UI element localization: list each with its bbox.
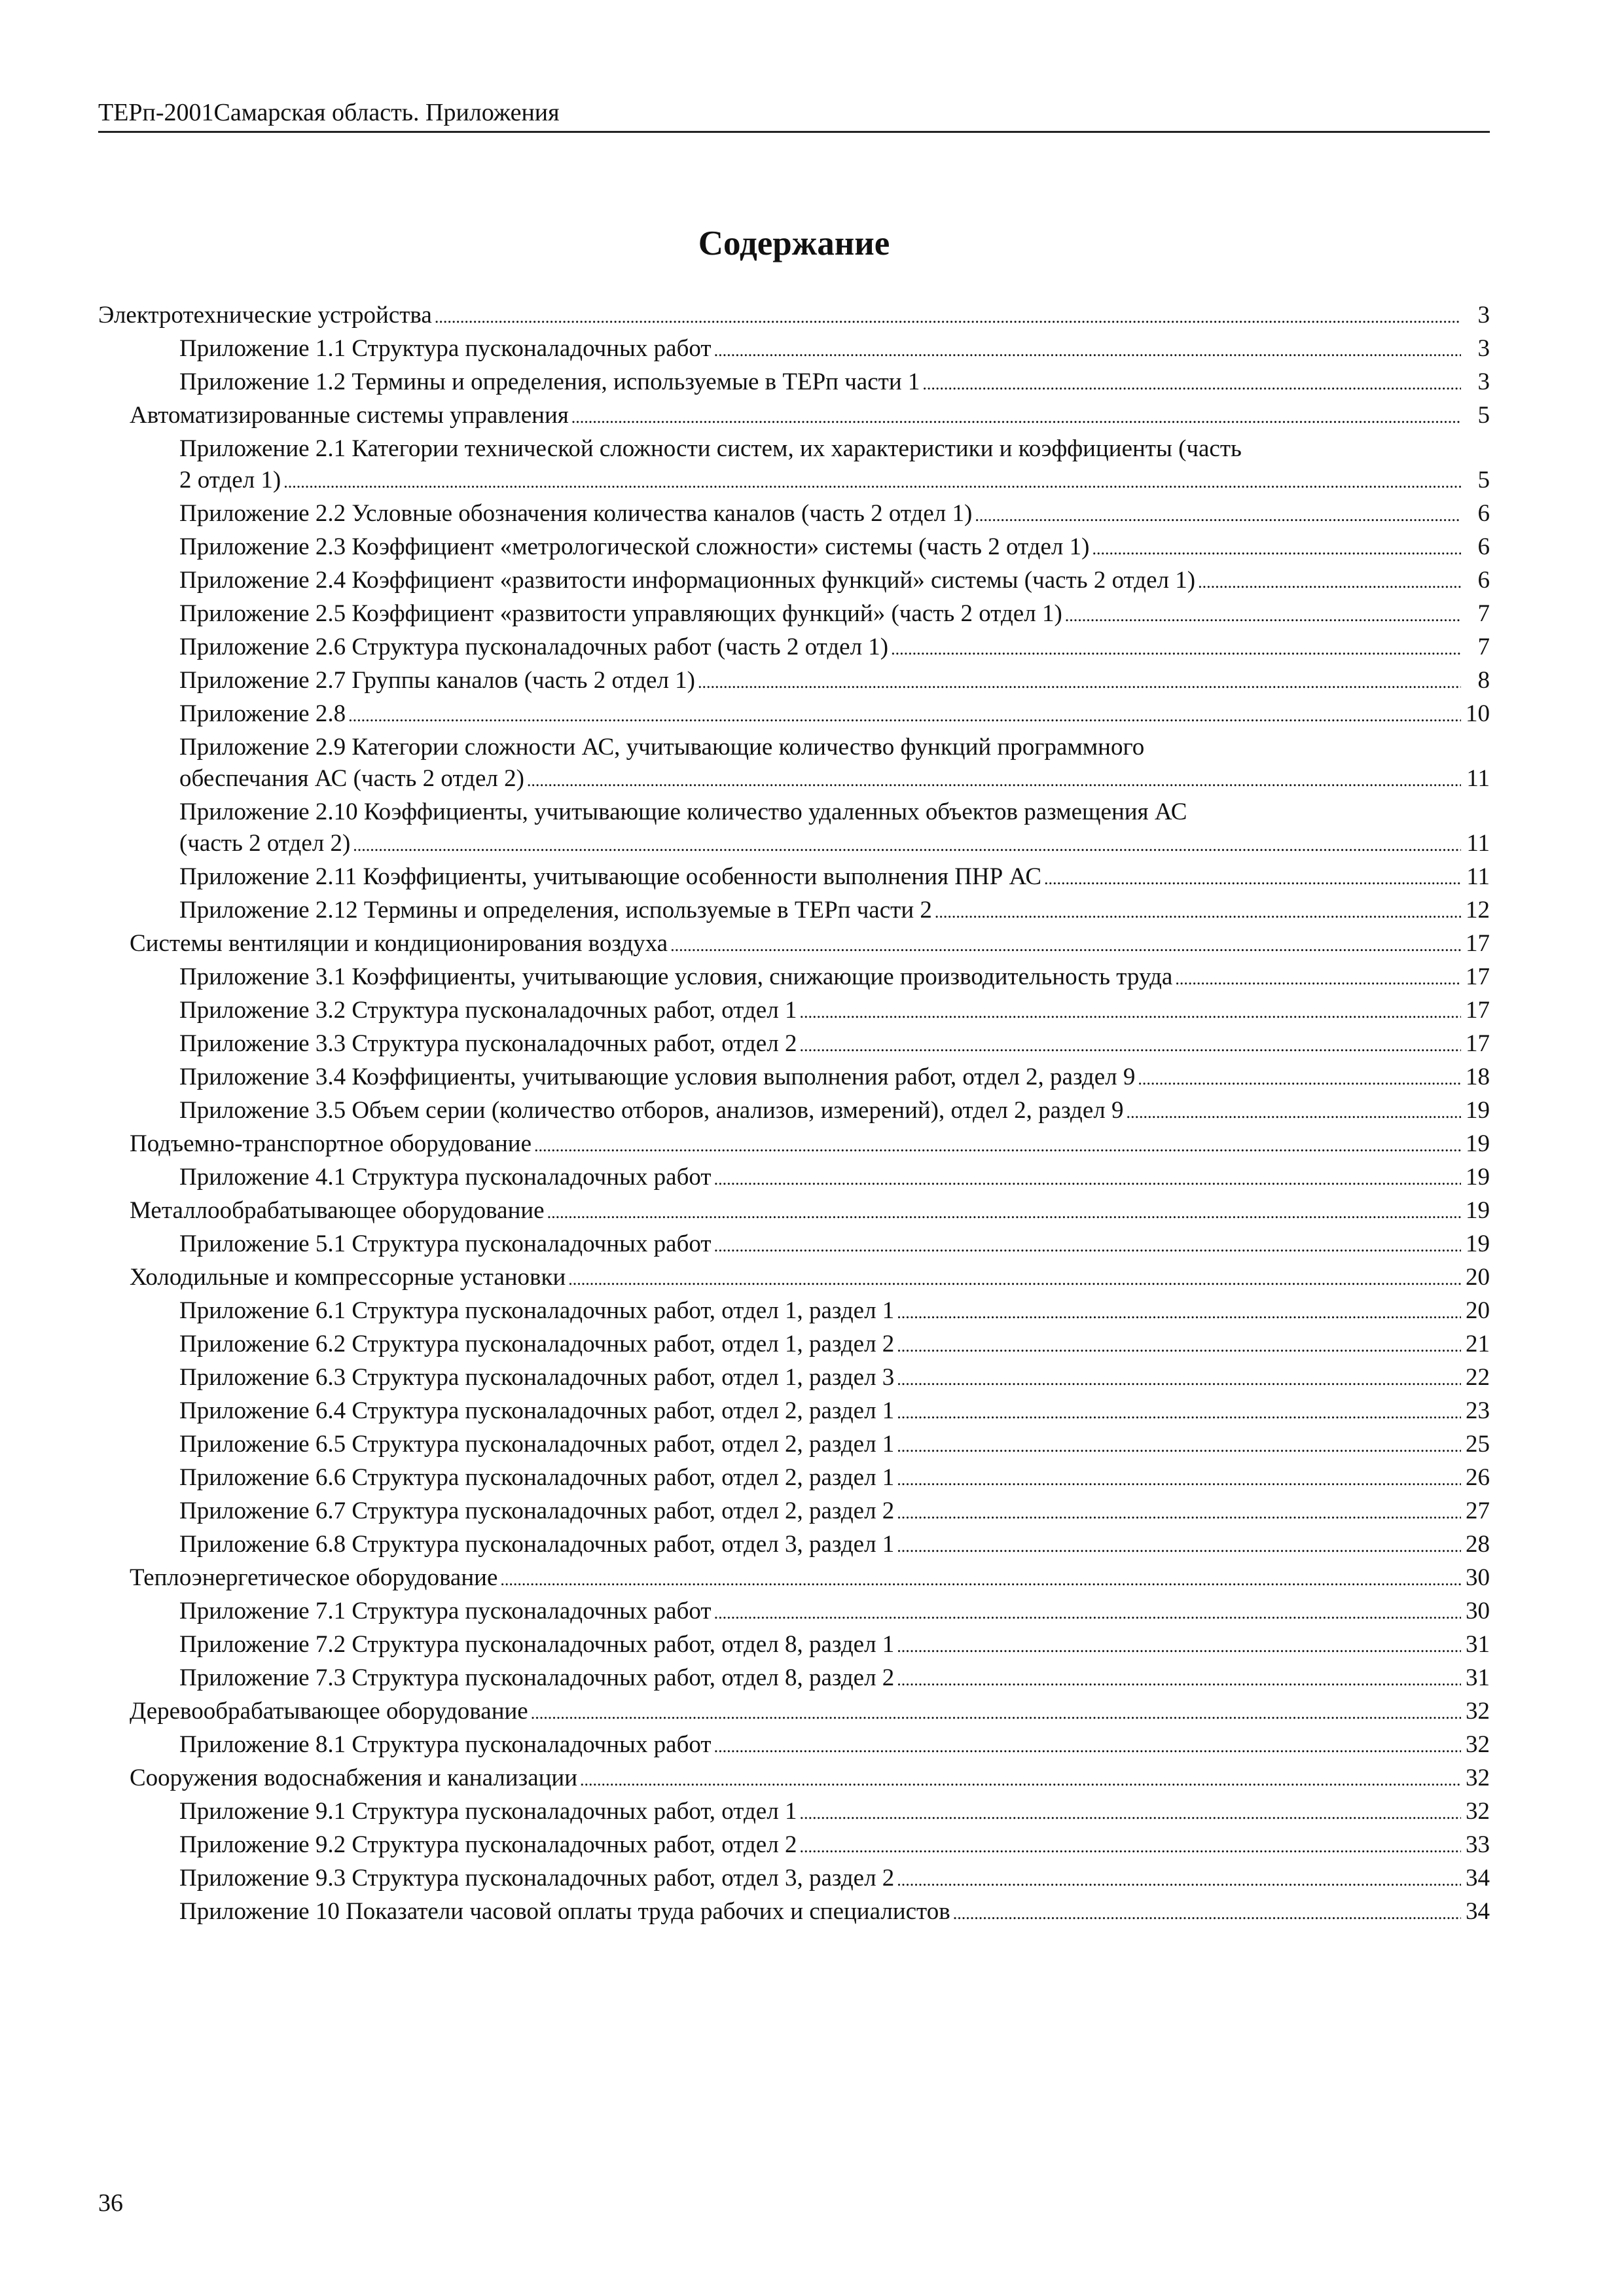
toc-entry-page: 17 (1466, 1030, 1490, 1057)
toc-section[interactable] (98, 400, 1490, 433)
toc-entry-label: Приложение 3.4 Коэффициенты, учитывающие условия выполнения работ, отдел 2, раздел 9 (179, 1064, 1136, 1090)
dot-leader (527, 765, 1461, 797)
toc-section[interactable] (98, 1262, 1490, 1295)
toc-entry-label: Приложение 6.6 Структура пусконаладочных работ, отдел 2, раздел 1 (179, 1464, 895, 1491)
toc-entry[interactable] (98, 367, 1490, 400)
dot-leader (975, 500, 1461, 531)
dot-leader (897, 1531, 1461, 1562)
toc-entry-label: Приложение 9.1 Структура пусконаладочных работ, отдел 1 (179, 1798, 797, 1825)
toc-entry-page: 19 (1466, 1097, 1490, 1124)
toc-entry-label: Приложение 9.2 Структура пусконаладочных работ, отдел 2 (179, 1831, 797, 1858)
dot-leader (897, 1397, 1461, 1429)
dot-leader (714, 1598, 1461, 1629)
toc-entry-page: 19 (1466, 1130, 1490, 1157)
toc-entry[interactable] (98, 1295, 1490, 1329)
dot-leader (799, 1798, 1461, 1829)
toc-entry[interactable] (98, 632, 1490, 665)
toc-entry-page: 18 (1466, 1064, 1490, 1090)
toc-entry-page: 19 (1466, 1197, 1490, 1224)
toc-entry-label: Подъемно-транспортное оборудование (130, 1130, 532, 1157)
toc-entry[interactable] (98, 1462, 1490, 1496)
dot-leader (897, 1631, 1461, 1662)
toc-entry-label: Приложение 8.1 Структура пусконаладочных работ (179, 1731, 712, 1758)
toc-entry-label: Приложение 2.1 Категории технической сложности систем, их характеристики и коэффициенты (часть (179, 435, 1242, 462)
toc-entry-page: 28 (1466, 1531, 1490, 1558)
toc-entry-label-continuation: (часть 2 отдел 2) (179, 830, 351, 857)
toc-entry-label: Приложение 6.4 Структура пусконаладочных работ, отдел 2, раздел 1 (179, 1397, 895, 1424)
toc-entry[interactable] (98, 1863, 1490, 1896)
dot-leader (897, 1431, 1461, 1462)
toc-entry-page: 32 (1466, 1765, 1490, 1791)
dot-leader (897, 1865, 1461, 1896)
toc-entry-page: 11 (1466, 830, 1490, 857)
toc-entry-page: 6 (1477, 533, 1490, 560)
dot-leader (922, 368, 1461, 400)
toc-entry[interactable] (98, 498, 1490, 531)
toc-entry-label: Приложение 2.5 Коэффициент «развитости управляющих функций» (часть 2 отдел 1) (179, 600, 1062, 627)
dot-leader (435, 302, 1461, 333)
dot-leader (1198, 567, 1461, 598)
toc-entry-label: Приложение 6.2 Структура пусконаладочных работ, отдел 1, раздел 2 (179, 1331, 895, 1357)
toc-entry-label: Приложение 1.2 Термины и определения, используемые в ТЕРп части 1 (179, 368, 920, 395)
dot-leader (897, 1331, 1461, 1362)
dot-leader (571, 402, 1461, 433)
toc-entry-page: 22 (1466, 1364, 1490, 1391)
toc-entry-label: Приложение 6.1 Структура пусконаладочных работ, отдел 1, раздел 1 (179, 1297, 895, 1324)
toc-entry[interactable] (98, 1896, 1490, 1929)
toc-entry-label: Приложение 2.10 Коэффициенты, учитывающие количество удаленных объектов размещения АС (179, 798, 1187, 825)
toc-entry-page: 8 (1477, 667, 1490, 694)
toc-entry[interactable] (98, 698, 1490, 732)
toc-entry-page: 7 (1477, 600, 1490, 627)
dot-leader (897, 1664, 1461, 1696)
toc-entry[interactable] (98, 1395, 1490, 1429)
toc-entry-label: Приложение 6.8 Структура пусконаладочных работ, отдел 3, раздел 1 (179, 1531, 895, 1558)
toc-entry[interactable] (98, 1329, 1490, 1362)
toc-entry-page: 23 (1466, 1397, 1490, 1424)
toc-entry-page: 11 (1466, 863, 1490, 890)
toc-entry-page: 3 (1477, 302, 1490, 329)
toc-entry-label: Приложение 1.1 Структура пусконаладочных работ (179, 335, 712, 362)
toc-entry[interactable] (98, 861, 1490, 895)
dot-leader (891, 634, 1461, 665)
toc-entry-label: Приложение 2.11 Коэффициенты, учитывающие особенности выполнения ПНР АС (179, 863, 1042, 890)
toc-section[interactable] (98, 1195, 1490, 1229)
toc-entry-label: Приложение 3.1 Коэффициенты, учитывающие условия, снижающие производительность труда (179, 963, 1173, 990)
toc-entry-label: Приложение 2.9 Категории сложности АС, учитывающие количество функций программного (179, 734, 1145, 761)
toc-entry-page: 33 (1466, 1831, 1490, 1858)
dot-leader (897, 1297, 1461, 1329)
dot-leader (953, 1898, 1461, 1929)
toc-entry-label: Приложение 6.7 Структура пусконаладочных работ, отдел 2, раздел 2 (179, 1498, 895, 1524)
toc-entry-label: Приложение 2.12 Термины и определения, используемые в ТЕРп части 2 (179, 897, 932, 924)
dot-leader (714, 1731, 1461, 1763)
toc-entry[interactable] (98, 1062, 1490, 1095)
toc-entry-page: 20 (1466, 1297, 1490, 1324)
toc-entry-page: 32 (1466, 1731, 1490, 1758)
toc-entry-label: Приложение 7.2 Структура пусконаладочных работ, отдел 8, раздел 1 (179, 1631, 895, 1658)
dot-leader (283, 467, 1461, 498)
toc-section[interactable] (98, 1562, 1490, 1596)
toc-section[interactable] (98, 928, 1490, 961)
header-divider (98, 131, 1490, 133)
toc-entry-page: 19 (1466, 1230, 1490, 1257)
toc-entry-label: Приложение 3.3 Структура пусконаладочных работ, отдел 2 (179, 1030, 797, 1057)
toc-entry-label: Приложение 2.3 Коэффициент «метрологической сложности» системы (часть 2 отдел 1) (179, 533, 1090, 560)
toc-entry-page: 7 (1477, 634, 1490, 660)
toc-entry-label: Приложение 2.2 Условные обозначения количества каналов (часть 2 отдел 1) (179, 500, 973, 527)
dot-leader (1065, 600, 1461, 632)
toc-entry-page: 34 (1466, 1898, 1490, 1925)
toc-entry-label: Приложение 2.4 Коэффициент «развитости информационных функций» системы (часть 2 отдел 1) (179, 567, 1196, 594)
toc-entry[interactable] (98, 1028, 1490, 1062)
dot-leader (1175, 963, 1461, 995)
toc-entry-label: Автоматизированные системы управления (130, 402, 569, 429)
toc-entry-label: Металлообрабатывающее оборудование (130, 1197, 545, 1224)
dot-leader (580, 1765, 1461, 1796)
toc-section[interactable] (98, 300, 1490, 333)
toc-entry-label: Теплоэнергетическое оборудование (130, 1564, 498, 1591)
toc-entry-label: Приложение 2.8 (179, 700, 346, 727)
toc-entry-page: 20 (1466, 1264, 1490, 1291)
toc-entry-page: 27 (1466, 1498, 1490, 1524)
toc-entry-page: 3 (1477, 335, 1490, 362)
toc-entry[interactable] (98, 995, 1490, 1028)
toc-entry-label-continuation: обеспечания АС (часть 2 отдел 2) (179, 765, 524, 792)
toc-entry-page: 34 (1466, 1865, 1490, 1892)
toc-entry-page: 26 (1466, 1464, 1490, 1491)
dot-leader (714, 335, 1461, 367)
toc-entry-page: 17 (1466, 963, 1490, 990)
toc-entry[interactable] (98, 433, 1490, 498)
toc-entry-page: 17 (1466, 997, 1490, 1024)
dot-leader (534, 1130, 1461, 1162)
toc-entry[interactable] (98, 665, 1490, 698)
toc-entry-page: 32 (1466, 1798, 1490, 1825)
toc-entry[interactable] (98, 1596, 1490, 1629)
toc-entry-label: Системы вентиляции и кондиционирования воздуха (130, 930, 668, 957)
toc-entry-page: 32 (1466, 1698, 1490, 1725)
dot-leader (935, 897, 1461, 928)
toc-entry-page: 31 (1466, 1664, 1490, 1691)
toc-entry-page: 30 (1466, 1598, 1490, 1624)
toc-entry[interactable] (98, 565, 1490, 598)
toc-entry-page: 30 (1466, 1564, 1490, 1591)
toc-entry-page: 25 (1466, 1431, 1490, 1458)
toc-entry-page: 21 (1466, 1331, 1490, 1357)
dot-leader (1126, 1097, 1461, 1128)
toc-entry[interactable] (98, 1362, 1490, 1395)
toc-entry-label: Приложение 3.2 Структура пусконаладочных работ, отдел 1 (179, 997, 797, 1024)
dot-leader (348, 700, 1461, 732)
toc-entry[interactable] (98, 961, 1490, 995)
dot-leader (714, 1164, 1461, 1195)
toc-entry[interactable] (98, 1229, 1490, 1262)
toc-entry[interactable] (98, 1529, 1490, 1562)
dot-leader (897, 1498, 1461, 1529)
dot-leader (1138, 1064, 1461, 1095)
table-of-contents (98, 300, 1490, 1929)
toc-entry-label: Приложение 7.3 Структура пусконаладочных работ, отдел 8, раздел 2 (179, 1664, 895, 1691)
toc-entry[interactable] (98, 1796, 1490, 1829)
toc-entry-label-continuation: 2 отдел 1) (179, 467, 281, 493)
toc-entry-label: Приложение 5.1 Структура пусконаладочных работ (179, 1230, 712, 1257)
toc-entry[interactable] (98, 1496, 1490, 1529)
toc-entry-page: 11 (1466, 765, 1490, 792)
toc-entry-page: 31 (1466, 1631, 1490, 1658)
dot-leader (1092, 533, 1461, 565)
toc-entry-label: Приложение 2.6 Структура пусконаладочных работ (часть 2 отдел 1) (179, 634, 889, 660)
toc-entry-page: 17 (1466, 930, 1490, 957)
toc-entry[interactable] (98, 1829, 1490, 1863)
dot-leader (1044, 863, 1461, 895)
page-title: Содержание (698, 224, 890, 262)
toc-section[interactable] (98, 1696, 1490, 1729)
dot-leader (799, 1831, 1461, 1863)
toc-entry-page: 19 (1466, 1164, 1490, 1191)
toc-entry-label: Электротехнические устройства (98, 302, 432, 329)
toc-entry[interactable] (98, 1729, 1490, 1763)
toc-entry[interactable] (98, 1429, 1490, 1462)
toc-entry-label: Холодильные и компрессорные установки (130, 1264, 566, 1291)
running-header: ТЕРп-2001Самарская область. Приложения (98, 99, 560, 126)
dot-leader (353, 830, 1461, 861)
toc-entry[interactable] (98, 531, 1490, 565)
toc-entry-label: Приложение 6.3 Структура пусконаладочных работ, отдел 1, раздел 3 (179, 1364, 895, 1391)
dot-leader (799, 1030, 1461, 1062)
toc-entry-page: 10 (1466, 700, 1490, 727)
toc-entry[interactable] (98, 895, 1490, 928)
toc-entry-label: Приложение 3.5 Объем серии (количество отборов, анализов, измерений), отдел 2, раздел 9 (179, 1097, 1124, 1124)
toc-entry-label: Приложение 10 Показатели часовой оплаты труда рабочих и специалистов (179, 1898, 950, 1925)
page-number: 36 (98, 2189, 123, 2217)
toc-entry-label: Приложение 7.1 Структура пусконаладочных работ (179, 1598, 712, 1624)
toc-entry-page: 6 (1477, 567, 1490, 594)
dot-leader (698, 667, 1461, 698)
toc-entry-label: Приложение 4.1 Структура пусконаладочных работ (179, 1164, 712, 1191)
dot-leader (799, 997, 1461, 1028)
toc-entry[interactable] (98, 1162, 1490, 1195)
toc-entry-label: Приложение 6.5 Структура пусконаладочных работ, отдел 2, раздел 1 (179, 1431, 895, 1458)
dot-leader (670, 930, 1461, 961)
toc-entry-label: Приложение 9.3 Структура пусконаладочных работ, отдел 3, раздел 2 (179, 1865, 895, 1892)
toc-section[interactable] (98, 1763, 1490, 1796)
dot-leader (714, 1230, 1461, 1262)
toc-entry-page: 6 (1477, 500, 1490, 527)
toc-entry[interactable] (98, 333, 1490, 367)
toc-entry[interactable] (98, 732, 1490, 797)
toc-section[interactable] (98, 1128, 1490, 1162)
toc-entry-page: 3 (1477, 368, 1490, 395)
dot-leader (531, 1698, 1461, 1729)
dot-leader (500, 1564, 1461, 1596)
dot-leader (897, 1364, 1461, 1395)
dot-leader (568, 1264, 1461, 1295)
toc-entry-label: Сооружения водоснабжения и канализации (130, 1765, 578, 1791)
toc-entry[interactable] (98, 1629, 1490, 1662)
toc-entry[interactable] (98, 797, 1490, 861)
toc-entry[interactable] (98, 1095, 1490, 1128)
toc-entry-label: Приложение 2.7 Группы каналов (часть 2 отдел 1) (179, 667, 695, 694)
dot-leader (897, 1464, 1461, 1496)
toc-entry-page: 5 (1477, 402, 1490, 429)
dot-leader (547, 1197, 1461, 1229)
toc-entry[interactable] (98, 1662, 1490, 1696)
toc-entry-label: Деревообрабатывающее оборудование (130, 1698, 528, 1725)
toc-entry-page: 5 (1477, 467, 1490, 493)
toc-entry[interactable] (98, 598, 1490, 632)
toc-entry-page: 12 (1466, 897, 1490, 924)
